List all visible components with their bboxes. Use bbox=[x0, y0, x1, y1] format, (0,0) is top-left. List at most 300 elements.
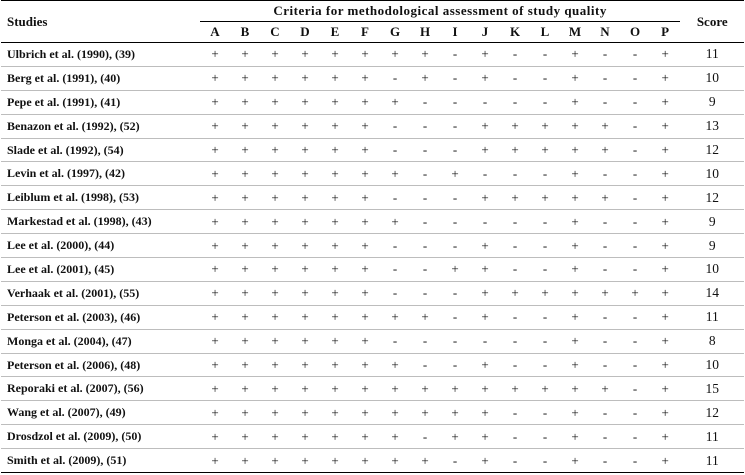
criteria-mark: - bbox=[500, 305, 530, 329]
criteria-mark: + bbox=[590, 138, 620, 162]
criteria-letter-e: E bbox=[330, 24, 340, 39]
criteria-mark: + bbox=[200, 114, 230, 138]
criteria-mark: + bbox=[530, 114, 560, 138]
table-row bbox=[1, 449, 744, 473]
studies-header: Studies bbox=[1, 1, 200, 43]
criteria-mark: + bbox=[230, 425, 260, 449]
criteria-mark: + bbox=[470, 138, 500, 162]
criteria-mark: + bbox=[230, 329, 260, 353]
criteria-mark: + bbox=[230, 186, 260, 210]
criteria-mark: - bbox=[410, 258, 440, 282]
score-value: 11 bbox=[680, 43, 744, 67]
criteria-mark: + bbox=[320, 425, 350, 449]
criteria-mark: + bbox=[320, 377, 350, 401]
criteria-mark: - bbox=[620, 43, 650, 67]
table-row bbox=[1, 186, 744, 210]
criteria-letter-h: H bbox=[419, 24, 431, 39]
criteria-mark: - bbox=[590, 234, 620, 258]
score-value: 9 bbox=[680, 90, 744, 114]
criteria-mark: + bbox=[650, 234, 680, 258]
criteria-mark: + bbox=[230, 66, 260, 90]
criteria-mark: + bbox=[560, 377, 590, 401]
criteria-mark: + bbox=[350, 234, 380, 258]
criteria-mark: + bbox=[350, 138, 380, 162]
criteria-mark: + bbox=[410, 377, 440, 401]
criteria-mark: - bbox=[410, 353, 440, 377]
criteria-mark: + bbox=[260, 449, 290, 473]
criteria-mark: - bbox=[620, 401, 650, 425]
criteria-mark: + bbox=[470, 114, 500, 138]
criteria-mark: - bbox=[380, 234, 410, 258]
study-name: Benazon et al. (1992), (52) bbox=[1, 114, 200, 138]
criteria-mark: - bbox=[410, 210, 440, 234]
criteria-mark: - bbox=[410, 138, 440, 162]
table-row bbox=[1, 329, 744, 353]
criteria-mark: + bbox=[530, 186, 560, 210]
criteria-mark: + bbox=[350, 305, 380, 329]
criteria-mark: - bbox=[590, 258, 620, 282]
criteria-mark: - bbox=[620, 210, 650, 234]
criteria-mark: - bbox=[410, 90, 440, 114]
table-row bbox=[1, 353, 744, 377]
criteria-mark: + bbox=[290, 353, 320, 377]
criteria-mark: - bbox=[440, 43, 470, 67]
criteria-mark: - bbox=[440, 114, 470, 138]
criteria-mark: + bbox=[650, 258, 680, 282]
criteria-mark: + bbox=[320, 43, 350, 67]
criteria-mark: + bbox=[290, 329, 320, 353]
criteria-mark: + bbox=[260, 329, 290, 353]
criteria-mark: + bbox=[230, 281, 260, 305]
criteria-mark: + bbox=[650, 401, 680, 425]
criteria-mark: + bbox=[320, 305, 350, 329]
criteria-mark: - bbox=[590, 425, 620, 449]
criteria-mark: + bbox=[470, 401, 500, 425]
criteria-mark: + bbox=[530, 281, 560, 305]
criteria-mark: - bbox=[530, 162, 560, 186]
criteria-mark: + bbox=[290, 162, 320, 186]
criteria-mark: - bbox=[440, 90, 470, 114]
criteria-letter-i: I bbox=[452, 24, 458, 39]
criteria-mark: + bbox=[320, 90, 350, 114]
criteria-mark: + bbox=[560, 162, 590, 186]
criteria-mark: + bbox=[200, 305, 230, 329]
criteria-mark: + bbox=[200, 425, 230, 449]
criteria-mark: + bbox=[650, 114, 680, 138]
study-name: Markestad et al. (1998), (43) bbox=[1, 210, 200, 234]
criteria-mark: + bbox=[230, 305, 260, 329]
criteria-mark: - bbox=[590, 162, 620, 186]
criteria-mark: + bbox=[290, 401, 320, 425]
criteria-mark: + bbox=[290, 425, 320, 449]
criteria-mark: + bbox=[380, 162, 410, 186]
criteria-mark: + bbox=[320, 162, 350, 186]
criteria-mark: + bbox=[260, 401, 290, 425]
criteria-mark: + bbox=[560, 353, 590, 377]
criteria-mark: - bbox=[440, 234, 470, 258]
criteria-mark: + bbox=[290, 66, 320, 90]
table-row bbox=[1, 66, 744, 90]
score-value: 12 bbox=[680, 186, 744, 210]
criteria-mark: + bbox=[290, 138, 320, 162]
score-value: 9 bbox=[680, 210, 744, 234]
criteria-mark: + bbox=[650, 90, 680, 114]
criteria-mark: - bbox=[440, 281, 470, 305]
criteria-mark: - bbox=[440, 138, 470, 162]
criteria-mark: - bbox=[500, 210, 530, 234]
criteria-mark: + bbox=[350, 425, 380, 449]
criteria-mark: - bbox=[590, 90, 620, 114]
criteria-mark: - bbox=[470, 162, 500, 186]
criteria-mark: + bbox=[560, 210, 590, 234]
criteria-mark: + bbox=[470, 186, 500, 210]
criteria-mark: + bbox=[470, 43, 500, 67]
criteria-mark: + bbox=[290, 449, 320, 473]
criteria-mark: + bbox=[230, 449, 260, 473]
criteria-mark: - bbox=[590, 401, 620, 425]
criteria-mark: + bbox=[470, 258, 500, 282]
criteria-mark: + bbox=[530, 138, 560, 162]
criteria-mark: + bbox=[560, 186, 590, 210]
score-value: 11 bbox=[680, 449, 744, 473]
criteria-mark: - bbox=[380, 281, 410, 305]
criteria-mark: - bbox=[500, 258, 530, 282]
criteria-mark: + bbox=[440, 401, 470, 425]
criteria-mark: + bbox=[320, 449, 350, 473]
criteria-mark: + bbox=[230, 43, 260, 67]
criteria-mark: + bbox=[200, 353, 230, 377]
criteria-mark: - bbox=[530, 401, 560, 425]
criteria-mark: + bbox=[230, 138, 260, 162]
score-value: 10 bbox=[680, 66, 744, 90]
criteria-letter-p: P bbox=[661, 24, 670, 39]
study-name: Berg et al. (1991), (40) bbox=[1, 66, 200, 90]
criteria-mark: + bbox=[560, 43, 590, 67]
criteria-mark: + bbox=[200, 281, 230, 305]
score-value: 10 bbox=[680, 353, 744, 377]
criteria-mark: + bbox=[560, 449, 590, 473]
table-body bbox=[1, 43, 744, 473]
criteria-mark: + bbox=[590, 114, 620, 138]
criteria-mark: + bbox=[530, 377, 560, 401]
criteria-mark: - bbox=[440, 186, 470, 210]
table-row bbox=[1, 90, 744, 114]
criteria-letter-j: J bbox=[481, 24, 489, 39]
criteria-mark: + bbox=[290, 43, 320, 67]
criteria-mark: - bbox=[620, 258, 650, 282]
criteria-mark: + bbox=[350, 114, 380, 138]
criteria-letter-c: C bbox=[270, 24, 280, 39]
criteria-mark: - bbox=[500, 162, 530, 186]
study-name: Ulbrich et al. (1990), (39) bbox=[1, 43, 200, 67]
criteria-mark: - bbox=[380, 114, 410, 138]
criteria-mark: + bbox=[350, 377, 380, 401]
table-row bbox=[1, 43, 744, 67]
criteria-mark: + bbox=[260, 353, 290, 377]
criteria-mark: - bbox=[440, 305, 470, 329]
criteria-mark: + bbox=[230, 353, 260, 377]
criteria-mark: + bbox=[290, 234, 320, 258]
criteria-mark: + bbox=[560, 281, 590, 305]
criteria-mark: - bbox=[410, 281, 440, 305]
criteria-mark: + bbox=[410, 305, 440, 329]
criteria-mark: - bbox=[410, 186, 440, 210]
criteria-mark: - bbox=[590, 66, 620, 90]
score-value: 9 bbox=[680, 234, 744, 258]
criteria-mark: + bbox=[560, 138, 590, 162]
table-row bbox=[1, 401, 744, 425]
criteria-mark: + bbox=[380, 401, 410, 425]
criteria-mark: + bbox=[290, 186, 320, 210]
criteria-mark: - bbox=[500, 66, 530, 90]
criteria-mark: + bbox=[380, 425, 410, 449]
criteria-mark: + bbox=[260, 138, 290, 162]
study-name: Peterson et al. (2003), (46) bbox=[1, 305, 200, 329]
criteria-mark: - bbox=[440, 449, 470, 473]
criteria-mark: + bbox=[500, 114, 530, 138]
criteria-letter-n: N bbox=[600, 24, 610, 39]
table-row bbox=[1, 258, 744, 282]
criteria-mark: + bbox=[260, 43, 290, 67]
criteria-mark: - bbox=[470, 210, 500, 234]
criteria-mark: + bbox=[410, 449, 440, 473]
criteria-mark: - bbox=[620, 329, 650, 353]
criteria-mark: - bbox=[530, 90, 560, 114]
criteria-mark: + bbox=[650, 377, 680, 401]
criteria-mark: + bbox=[320, 281, 350, 305]
criteria-mark: + bbox=[230, 234, 260, 258]
criteria-mark: + bbox=[260, 234, 290, 258]
criteria-mark: - bbox=[440, 353, 470, 377]
criteria-mark: + bbox=[410, 401, 440, 425]
criteria-mark: - bbox=[500, 234, 530, 258]
criteria-letter-a: A bbox=[210, 24, 220, 39]
criteria-mark: - bbox=[500, 353, 530, 377]
criteria-mark: + bbox=[410, 43, 440, 67]
study-name: Leiblum et al. (1998), (53) bbox=[1, 186, 200, 210]
criteria-mark: + bbox=[560, 66, 590, 90]
criteria-mark: + bbox=[560, 234, 590, 258]
criteria-mark: + bbox=[350, 281, 380, 305]
criteria-mark: + bbox=[650, 138, 680, 162]
criteria-letter-l: L bbox=[540, 24, 550, 39]
criteria-mark: + bbox=[560, 114, 590, 138]
criteria-mark: + bbox=[260, 114, 290, 138]
criteria-mark: + bbox=[200, 449, 230, 473]
criteria-letter-d: D bbox=[300, 24, 310, 39]
criteria-mark: + bbox=[470, 377, 500, 401]
criteria-mark: - bbox=[620, 162, 650, 186]
criteria-mark: - bbox=[410, 114, 440, 138]
score-value: 11 bbox=[680, 425, 744, 449]
criteria-mark: - bbox=[530, 353, 560, 377]
criteria-mark: - bbox=[530, 258, 560, 282]
study-name: Pepe et al. (1991), (41) bbox=[1, 90, 200, 114]
criteria-mark: - bbox=[380, 138, 410, 162]
criteria-mark: - bbox=[530, 66, 560, 90]
criteria-mark: - bbox=[500, 425, 530, 449]
criteria-mark: + bbox=[320, 114, 350, 138]
table-row bbox=[1, 425, 744, 449]
criteria-mark: - bbox=[620, 138, 650, 162]
criteria-mark: + bbox=[230, 114, 260, 138]
criteria-mark: + bbox=[470, 353, 500, 377]
table-row bbox=[1, 234, 744, 258]
study-name: Smith et al. (2009), (51) bbox=[1, 449, 200, 473]
criteria-mark: + bbox=[230, 162, 260, 186]
criteria-mark: + bbox=[350, 186, 380, 210]
criteria-mark: + bbox=[290, 90, 320, 114]
criteria-mark: + bbox=[650, 43, 680, 67]
score-value: 12 bbox=[680, 138, 744, 162]
criteria-mark: + bbox=[650, 425, 680, 449]
criteria-mark: + bbox=[230, 90, 260, 114]
criteria-mark: + bbox=[230, 401, 260, 425]
criteria-mark: + bbox=[260, 162, 290, 186]
criteria-mark: + bbox=[320, 66, 350, 90]
criteria-mark: + bbox=[350, 258, 380, 282]
score-value: 15 bbox=[680, 377, 744, 401]
criteria-mark: + bbox=[560, 305, 590, 329]
criteria-mark: - bbox=[530, 329, 560, 353]
criteria-mark: + bbox=[260, 281, 290, 305]
score-value: 10 bbox=[680, 258, 744, 282]
criteria-mark: - bbox=[590, 43, 620, 67]
criteria-mark: + bbox=[290, 258, 320, 282]
criteria-mark: + bbox=[230, 377, 260, 401]
criteria-mark: + bbox=[350, 449, 380, 473]
criteria-mark: + bbox=[560, 329, 590, 353]
criteria-mark: + bbox=[350, 401, 380, 425]
criteria-mark: + bbox=[470, 281, 500, 305]
table-row bbox=[1, 305, 744, 329]
criteria-mark: + bbox=[350, 90, 380, 114]
criteria-mark: + bbox=[200, 401, 230, 425]
criteria-mark: + bbox=[380, 353, 410, 377]
criteria-mark: + bbox=[320, 329, 350, 353]
criteria-mark: + bbox=[200, 90, 230, 114]
score-value: 13 bbox=[680, 114, 744, 138]
study-name: Wang et al. (2007), (49) bbox=[1, 401, 200, 425]
criteria-mark: + bbox=[650, 329, 680, 353]
criteria-mark: - bbox=[620, 186, 650, 210]
criteria-letter-f: F bbox=[361, 24, 369, 39]
table-row bbox=[1, 377, 744, 401]
criteria-mark: + bbox=[470, 305, 500, 329]
criteria-mark: + bbox=[290, 210, 320, 234]
criteria-mark: + bbox=[320, 258, 350, 282]
criteria-mark: + bbox=[440, 258, 470, 282]
criteria-mark: + bbox=[260, 377, 290, 401]
criteria-mark: + bbox=[590, 186, 620, 210]
criteria-mark: + bbox=[350, 329, 380, 353]
criteria-mark: + bbox=[380, 377, 410, 401]
criteria-mark: - bbox=[620, 90, 650, 114]
criteria-mark: + bbox=[200, 43, 230, 67]
criteria-letter-g: G bbox=[389, 24, 401, 39]
criteria-mark: - bbox=[590, 329, 620, 353]
criteria-mark: - bbox=[380, 258, 410, 282]
criteria-mark: + bbox=[650, 305, 680, 329]
criteria-mark: - bbox=[590, 210, 620, 234]
score-value: 14 bbox=[680, 281, 744, 305]
criteria-mark: + bbox=[350, 162, 380, 186]
criteria-mark: + bbox=[470, 425, 500, 449]
criteria-mark: + bbox=[260, 305, 290, 329]
criteria-mark: - bbox=[530, 425, 560, 449]
criteria-mark: + bbox=[500, 377, 530, 401]
criteria-mark: + bbox=[200, 258, 230, 282]
criteria-mark: + bbox=[320, 210, 350, 234]
criteria-mark: - bbox=[440, 210, 470, 234]
criteria-mark: + bbox=[260, 258, 290, 282]
score-value: 8 bbox=[680, 329, 744, 353]
criteria-mark: + bbox=[500, 138, 530, 162]
criteria-mark: + bbox=[230, 210, 260, 234]
study-name: Monga et al. (2004), (47) bbox=[1, 329, 200, 353]
criteria-mark: - bbox=[530, 234, 560, 258]
criteria-mark: - bbox=[590, 305, 620, 329]
study-name: Reporaki et al. (2007), (56) bbox=[1, 377, 200, 401]
table-row bbox=[1, 162, 744, 186]
criteria-mark: + bbox=[200, 329, 230, 353]
criteria-mark: + bbox=[380, 90, 410, 114]
criteria-mark: + bbox=[350, 43, 380, 67]
criteria-mark: - bbox=[500, 43, 530, 67]
criteria-mark: + bbox=[560, 90, 590, 114]
criteria-mark: + bbox=[200, 234, 230, 258]
table-row bbox=[1, 281, 744, 305]
criteria-mark: + bbox=[350, 353, 380, 377]
criteria-mark: + bbox=[260, 186, 290, 210]
table-row bbox=[1, 114, 744, 138]
criteria-mark: + bbox=[470, 66, 500, 90]
criteria-mark: + bbox=[350, 66, 380, 90]
criteria-mark: - bbox=[620, 114, 650, 138]
criteria-mark: + bbox=[200, 138, 230, 162]
table-row bbox=[1, 210, 744, 234]
criteria-mark: + bbox=[200, 186, 230, 210]
criteria-letter-o: O bbox=[629, 24, 641, 39]
study-name: Levin et al. (1997), (42) bbox=[1, 162, 200, 186]
criteria-mark: - bbox=[380, 186, 410, 210]
criteria-mark: - bbox=[380, 66, 410, 90]
study-name: Lee et al. (2000), (44) bbox=[1, 234, 200, 258]
study-name: Verhaak et al. (2001), (55) bbox=[1, 281, 200, 305]
criteria-mark: - bbox=[380, 329, 410, 353]
criteria-mark: + bbox=[200, 210, 230, 234]
criteria-mark: + bbox=[560, 258, 590, 282]
criteria-mark: + bbox=[290, 377, 320, 401]
criteria-mark: + bbox=[380, 210, 410, 234]
score-value: 10 bbox=[680, 162, 744, 186]
criteria-mark: - bbox=[500, 401, 530, 425]
criteria-mark: + bbox=[650, 353, 680, 377]
criteria-mark: - bbox=[500, 329, 530, 353]
criteria-mark: - bbox=[410, 425, 440, 449]
criteria-mark: + bbox=[260, 210, 290, 234]
criteria-mark: + bbox=[290, 114, 320, 138]
criteria-mark: - bbox=[530, 210, 560, 234]
criteria-letter-b: B bbox=[240, 24, 250, 39]
criteria-mark: - bbox=[620, 305, 650, 329]
study-name: Peterson et al. (2006), (48) bbox=[1, 353, 200, 377]
criteria-mark: + bbox=[650, 66, 680, 90]
criteria-mark: + bbox=[260, 90, 290, 114]
criteria-mark: - bbox=[620, 449, 650, 473]
criteria-mark: + bbox=[410, 66, 440, 90]
criteria-letter-k: K bbox=[509, 24, 521, 39]
